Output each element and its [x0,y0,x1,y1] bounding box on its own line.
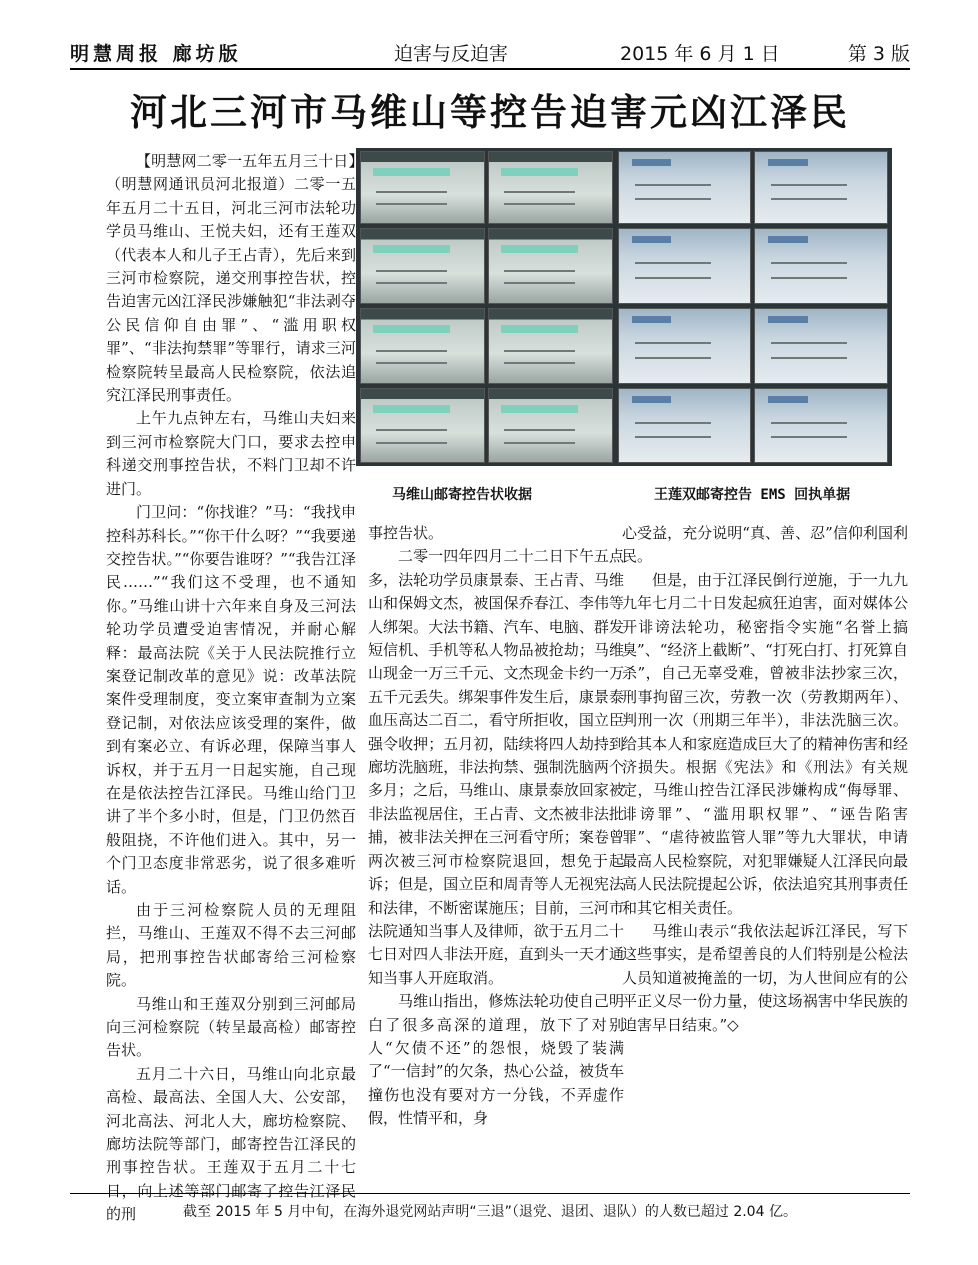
mail-receipt-photo [488,151,613,224]
section-name: 迫害与反迫害 [394,43,509,65]
mail-receipt-photo [488,388,613,463]
photo-caption-left: 马维山邮寄控告状收据 [392,487,532,503]
article-column-1 [106,150,356,1227]
ems-receipt-photo [618,228,751,304]
ems-receipt-photo [754,151,888,224]
paper-name: 明慧周报 廊坊版 [70,43,242,65]
bottom-rule [70,1193,910,1194]
paragraph: 马维山和王莲双分别到三河邮局向三河检察院（转呈最高检）邮寄控告状。 [106,994,356,1060]
ems-receipt-photo [618,388,751,463]
mail-receipt-photo [360,228,485,304]
footer-notice: 截至 2015 年 5 月中旬，在海外退党网站声明“三退”（退党、退团、退队）的人数已超过 2.04 亿。 [183,1204,797,1220]
receipts-photo-collage [356,148,892,466]
paragraph: 门卫问：“你找谁？”马：“我找申控科苏科长。”“你干什么呀？”“我要递交控告状。”“你要告谁呀？”“我告江泽民……”“我们这不受理，也不通知你。”马维山讲十六年来自身及三河法轮功学员遭受迫害情况，并耐心解释：最高法院《关于人民法院推行立案登记制改革的意见》说：改革法院案件受理制度，变立案审查制为立案登记制，对依法应该受理的案件，做到有案必立、有诉必理，保障当事人诉权，并于五月一日起实施，自己现在是依法控告江泽民。马维山给门卫讲了半个多小时，但是，门卫仍然百般阻挠，不许他们进入。其中，另一个门卫态度非常恶劣，说了很多难听话。 [106,503,356,896]
ems-receipt-photo [754,388,888,463]
mail-receipt-photo [360,151,485,224]
headline: 河北三河市马维山等控告迫害元凶江泽民 [130,90,850,134]
masthead [70,40,910,66]
paragraph-continuation: 心受益，充分说明“真、善、忍”信仰利国利民。 [622,524,908,566]
paragraph: 二零一四年四月二十二日下午五点多，法轮功学员康景泰、王占青、马维山和保姆文杰，被国保乔春江、李伟等人绑架。大法书籍、汽车、电脑、群发短信机、手机等私人物品被抢劫；马维山现金一万三千元、文杰现金卡约一万五千元丢失。绑架事件发生后，康景泰血压高达二百二，看守所拒收，国立臣强令收押；五月初，陆续将四人劫持到廊坊洗脑班，非法拘禁、强制洗脑两个多月；之后，马维山、康景泰放回家被非法监视居住，王占青、文杰被非法批捕，被非法关押在三河看守所；案卷曾两次被三河市检察院退回，想免于起诉；但是，国立臣和周青等人无视宪法和法律，不断密谋施压；目前，三河市法院通知当事人及律师，欲于五月二十七日对四人非法开庭，直到头一天才通知当事人开庭取消。 [368,547,624,987]
top-rule [70,68,910,70]
paragraph: 五月二十六日，马维山向北京最高检、最高法、全国人大、公安部，河北高法、河北人大，廊坊检察院、廊坊法院等部门，邮寄控告江泽民的刑事控告状。王莲双于五月二十七日，向上述等部门邮寄了控告江泽民的刑 [106,1064,356,1224]
page-number: 第 3 版 [847,43,910,65]
mail-receipt-photo [488,228,613,304]
mail-receipt-photo [360,308,485,384]
paragraph: 【明慧网二零一五年五月三十日】（明慧网通讯员河北报道）二零一五年五月二十五日，河北三河市法轮功学员马维山、王悦夫妇，还有王莲双（代表本人和儿子王占青），先后来到三河市检察院，递交刑事控告状，控告迫害元凶江泽民涉嫌触犯“非法剥夺公民信仰自由罪”、“滥用职权罪”、“非法拘禁罪”等罪行，请求三河检察院转呈最高人民检察院，依法追究江泽民刑事责任。 [106,152,356,405]
article-column-3 [622,522,908,1037]
paragraph: 但是，由于江泽民倒行逆施，于一九九九年七月二十日发起疯狂迫害，面对媒体公开诽谤法轮功，秘密指令实施“名誉上搞臭”、“经济上截断”、“打死白打、打死算自杀”，自己无辜受难，曾被非法抄家三次，刑事拘留三次，劳教一次（劳教期两年）、判刑一次（刑期三年半），非法洗脑三次。给其本人和家庭造成巨大了的精神伤害和经济损失。根据《宪法》和《刑法》有关规定，马维山控告江泽民涉嫌构成“侮辱罪、诽谤罪”、“滥用职权罪”、“诬告陷害罪”、“虐待被监管人罪”等九大罪状，申请最高人民检察院，对犯罪嫌疑人江泽民向最高人民法院提起公诉，依法追究其刑事责任和其它相关责任。 [622,570,908,917]
ems-receipt-photo [618,308,751,384]
paragraph: 马维山指出，修炼法轮功使自己明白了很多高深的道理，放下了对别人“欠债不还”的怨恨，烧毁了装满了“一信封”的欠条，热心公益，被货车撞伤也没有要对方一分钱，不弄虚作假，性情平和，身 [368,992,624,1128]
ems-receipt-photo [618,151,751,224]
issue-date: 2015 年 6 月 1 日 [620,43,780,65]
photo-caption-right: 王莲双邮寄控告 EMS 回执单据 [654,487,851,503]
paragraph: 由于三河检察院人员的无理阻拦，马维山、王莲双不得不去三河邮局，把刑事控告状邮寄给三河检察院。 [106,901,356,990]
article-column-2 [368,522,624,1131]
paragraph-continuation: 事控告状。 [368,524,444,542]
mail-receipt-photo [488,308,613,384]
mail-receipt-photo [360,388,485,463]
paragraph: 马维山表示“我依法起诉江泽民，写下这些事实，是希望善良的人们特别是公检法人员知道被掩盖的一切，为人世间应有的公平正义尽一份力量，使这场祸害中华民族的迫害早日结束。”◇ [622,921,908,1034]
ems-receipt-photo [754,308,888,384]
paragraph: 上午九点钟左右，马维山夫妇来到三河市检察院大门口，要求去控申科递交刑事控告状，不料门卫却不许进门。 [106,409,356,498]
ems-receipt-photo [754,228,888,304]
